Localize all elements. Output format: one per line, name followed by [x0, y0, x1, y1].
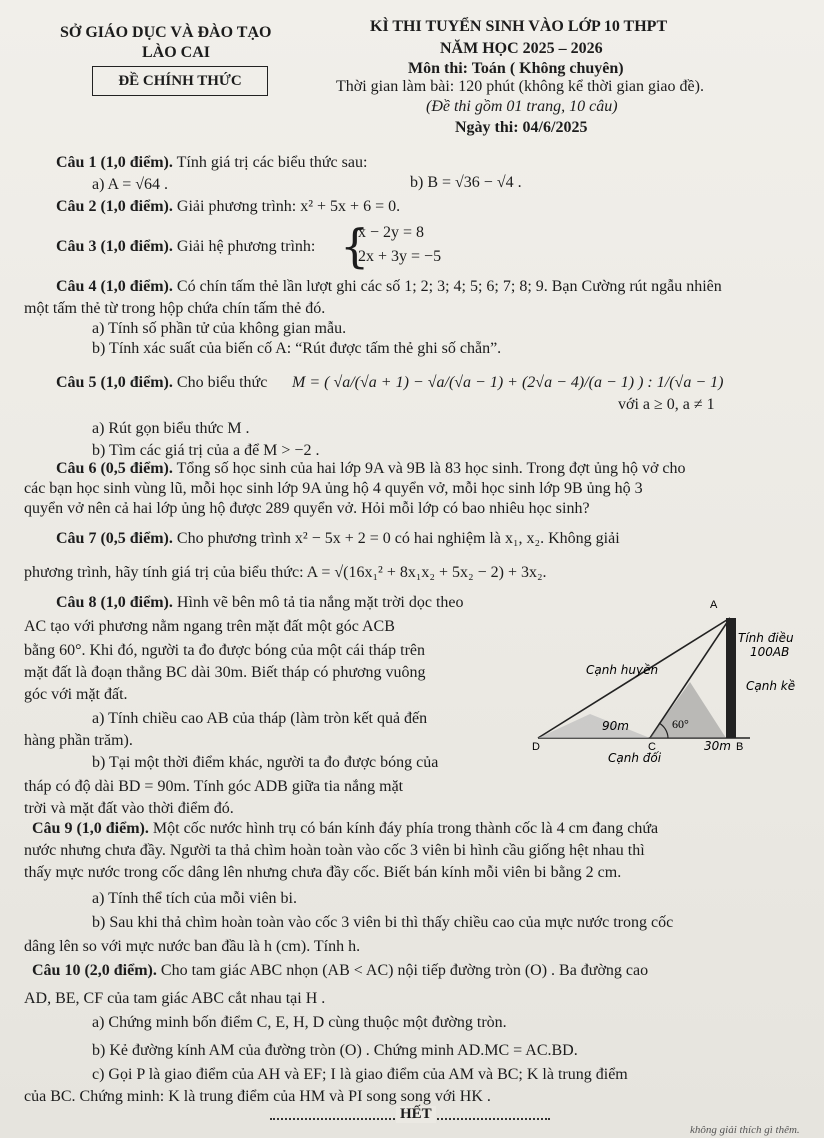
question-9-line3: thấy mực nước trong cốc dâng lên nhưng chưa đầy cốc. Biết bán kính mỗi viên bi bằng 2 cm.	[24, 864, 622, 881]
question-5b: b) Tìm các giá trị của a để M > −2 .	[92, 442, 320, 459]
question-4-line2: một tấm thẻ từ trong hộp chứa chín tấm thẻ đó.	[24, 300, 326, 317]
note-hypotenuse: Cạnh huyền	[586, 663, 659, 677]
subject: Môn thi: Toán ( Không chuyên)	[408, 60, 624, 77]
note-right-2: 100AB	[750, 645, 790, 659]
note-90m: 90m	[602, 719, 629, 733]
question-10-title: Câu 10 (2,0 điểm).	[32, 962, 157, 979]
tower-shadow-figure	[520, 590, 820, 770]
question-9b: b) Sau khi thả chìm hoàn toàn vào cốc 3 viên bi thì thấy chiều cao của mực nước trong cốc	[92, 914, 674, 931]
question-10	[32, 960, 802, 981]
shadow-shade	[538, 714, 650, 738]
question-8a-line2: hàng phần trăm).	[24, 732, 133, 749]
exam-title: KÌ THI TUYỂN SINH VÀO LỚP 10 THPT	[370, 18, 668, 35]
question-5-condition: với a ≥ 0, a ≠ 1	[618, 396, 715, 413]
question-8-line2: AC tạo với phương nằm ngang trên mặt đất một góc ACB	[24, 618, 395, 635]
question-9-title: Câu 9 (1,0 điểm).	[32, 820, 149, 837]
question-6-line3: quyển vở nên cả hai lớp ủng hộ được 289 quyển vở. Hỏi mỗi lớp có bao nhiêu học sinh?	[24, 500, 590, 517]
note-right-1: Tính điều	[738, 631, 794, 645]
note-opposite: Cạnh đối	[608, 751, 662, 765]
question-9a: a) Tính thể tích của mỗi viên bi.	[92, 890, 297, 907]
question-9b-line2: dâng lên so với mực nước ban đầu là h (cm). Tính h.	[24, 938, 361, 955]
label-d: D	[532, 741, 540, 753]
question-8-title: Câu 8 (1,0 điểm).	[56, 594, 173, 611]
question-4-text: Có chín tấm thẻ lần lượt ghi các số 1; 2; 3; 4; 5; 6; 7; 8; 9. Bạn Cường rút ngẫu nhiên	[172, 278, 722, 295]
question-5a: a) Rút gọn biểu thức M .	[92, 420, 250, 437]
time-limit: Thời gian làm bài: 120 phút (không kể thời gian giao đề).	[336, 78, 704, 95]
system-brace: {	[340, 219, 370, 273]
note-adjacent: Cạnh kề	[746, 679, 796, 693]
question-7-line2: phương trình, hãy tính giá trị của biểu thức: A = √(16x₁² + 8x₁x₂ + 5x₂ − 2) + 3x₂.	[24, 564, 547, 581]
question-8b-line2: tháp có độ dài BD = 90m. Tính góc ADB giữa tia nắng mặt	[24, 778, 404, 795]
question-4b: b) Tính xác suất của biến cố A: “Rút được tấm thẻ ghi số chẵn”.	[92, 340, 502, 357]
system-eq-1: x − 2y = 8	[358, 224, 425, 241]
question-8	[56, 592, 464, 613]
question-8b: b) Tại một thời điểm khác, người ta đo được bóng của	[92, 754, 439, 771]
question-8b-line3: trời và mặt đất vào thời điểm đó.	[24, 800, 234, 817]
question-10c-line2: của BC. Chứng minh: K là trung điểm của HM và PI song song với HK .	[24, 1088, 491, 1105]
question-9	[32, 818, 802, 839]
question-1-title: Câu 1 (1,0 điểm).	[56, 154, 173, 171]
school-year: NĂM HỌC 2025 – 2026	[440, 40, 603, 57]
question-6	[56, 458, 824, 479]
question-1b: b) B = √36 − √4 .	[410, 174, 522, 191]
end-marker: HẾT	[396, 1106, 436, 1123]
province-name: LÀO CAI	[142, 44, 211, 61]
footer-note: không giải thích gì thêm.	[690, 1124, 800, 1136]
question-7-text: Cho phương trình x² − 5x + 2 = 0 có hai nghiệm là x₁, x₂. Không giải	[172, 530, 620, 547]
question-9-line2: nước nhưng chưa đầy. Người ta thả chìm hoàn toàn vào cốc 3 viên bi hình cầu giống hệt nhau thì	[24, 842, 645, 859]
question-8-line4: mặt đất là đoạn thẳng BC dài 30m. Biết tháp có phương vuông	[24, 664, 426, 681]
exam-date: Ngày thi: 04/6/2025	[455, 119, 588, 136]
question-3-title: Câu 3 (1,0 điểm).	[56, 238, 173, 255]
question-1a: a) A = √64 .	[92, 176, 169, 193]
question-10-line2: AD, BE, CF của tam giác ABC cắt nhau tại H .	[24, 990, 326, 1007]
note-30m: 30m	[704, 739, 731, 753]
question-4a: a) Tính số phần tử của không gian mẫu.	[92, 320, 347, 337]
label-b: B	[736, 741, 744, 753]
question-10a: a) Chứng minh bốn điểm C, E, H, D cùng thuộc một đường tròn.	[92, 1014, 507, 1031]
system-eq-2: 2x + 3y = −5	[358, 248, 442, 265]
question-2-title: Câu 2 (1,0 điểm).	[56, 198, 173, 215]
question-4	[56, 276, 824, 297]
question-7-title: Câu 7 (0,5 điểm).	[56, 530, 173, 547]
question-5-title: Câu 5 (1,0 điểm).	[56, 374, 173, 391]
question-8-line3: bằng 60°. Khi đó, người ta đo được bóng của một cái tháp trên	[24, 642, 426, 659]
question-7	[56, 528, 824, 549]
page-count: (Đề thi gồm 01 trang, 10 câu)	[426, 98, 618, 115]
question-8a: a) Tính chiều cao AB của tháp (làm tròn kết quả đến	[92, 710, 428, 727]
question-6-line2: các bạn học sinh vùng lũ, mỗi học sinh lớp 9A ủng hộ 4 quyển vở, mỗi học sinh lớp 9B ủng hộ 3	[24, 480, 643, 497]
question-6-text: Tổng số học sinh của hai lớp 9A và 9B là 83 học sinh. Trong đợt ủng hộ vở cho	[172, 460, 686, 477]
question-5	[56, 372, 267, 393]
question-10c: c) Gọi P là giao điểm của AH và EF; I là giao điểm của AM và BC; K là trung điểm	[92, 1066, 628, 1083]
question-9-text: Một cốc nước hình trụ có bán kính đáy phía trong thành cốc là 4 cm đang chứa	[148, 820, 659, 837]
question-2-text: Giải phương trình: x² + 5x + 6 = 0.	[172, 198, 401, 215]
question-3-text: Giải hệ phương trình:	[172, 238, 316, 255]
department-name: SỞ GIÁO DỤC VÀ ĐÀO TẠO	[60, 24, 272, 41]
question-8-line5: góc với mặt đất.	[24, 686, 128, 703]
angle-label: 60°	[672, 717, 689, 731]
question-8-text: Hình vẽ bên mô tả tia nắng mặt trời dọc theo	[172, 594, 464, 611]
official-exam-box: ĐỀ CHÍNH THỨC	[92, 66, 268, 96]
question-10b: b) Kẻ đường kính AM của đường tròn (O) . Chứng minh AD.MC = AC.BD.	[92, 1042, 578, 1059]
question-5-expression: M = ( √a/(√a + 1) − √a/(√a − 1) + (2√a − 4)/(a − 1) ) : 1/(√a − 1)	[292, 374, 724, 391]
tower-shape	[726, 618, 736, 738]
question-5-text: Cho biểu thức	[172, 374, 268, 391]
question-1	[56, 152, 824, 173]
question-2	[56, 196, 824, 217]
label-c: C	[648, 741, 656, 753]
question-4-title: Câu 4 (1,0 điểm).	[56, 278, 173, 295]
question-1-text: Tính giá trị các biểu thức sau:	[172, 154, 368, 171]
question-10-text: Cho tam giác ABC nhọn (AB < AC) nội tiếp đường tròn (O) . Ba đường cao	[156, 962, 649, 979]
question-6-title: Câu 6 (0,5 điểm).	[56, 460, 173, 477]
label-a: A	[710, 599, 718, 611]
